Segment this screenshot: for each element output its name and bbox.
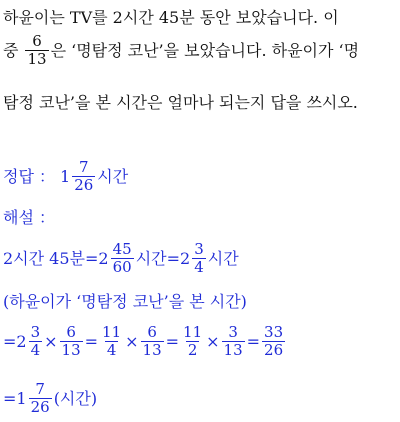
solution-step-3 [3, 382, 97, 415]
step1-unit: 시간 [207, 248, 239, 268]
solution-label: 해설 ： [3, 208, 55, 227]
problem-line-2 [3, 34, 359, 67]
solution-step-2 [3, 325, 287, 358]
fraction-denominator: 4 [194, 258, 204, 276]
fraction-denominator: 26 [74, 176, 94, 194]
solution-label-line [3, 210, 55, 226]
answer-unit: 시간 [97, 166, 129, 186]
fraction-numerator: 45 [112, 240, 132, 258]
fraction-denominator: 4 [106, 341, 117, 359]
fraction-denominator: 4 [30, 341, 41, 359]
problem-fraction [25, 34, 48, 67]
problem-text-2-post: 은 ‘명탐정 코난’을 보았습니다. 하윤이가 ‘명 [50, 40, 360, 60]
solution-step-1 [3, 242, 239, 275]
answer-whole: 1 [60, 166, 71, 186]
step2-fraction-3 [100, 325, 123, 358]
solution-note: (하윤이가 ‘명탐정 코난’을 본 시간) [3, 292, 247, 311]
fraction-denominator: 26 [30, 398, 50, 416]
answer-fraction [72, 160, 95, 193]
fraction-numerator: 6 [147, 323, 157, 341]
fraction-denominator: 26 [264, 341, 284, 359]
equals-sign: = [165, 331, 180, 351]
fraction-denominator: 13 [27, 50, 47, 68]
step2-fraction-1 [29, 325, 43, 358]
step3-unit: (시간) [53, 388, 98, 408]
step1-pre: 2시간 45분= [3, 248, 99, 268]
fraction-numerator: 6 [32, 32, 42, 50]
times-sign: × [125, 331, 139, 351]
step2-fraction-7 [262, 325, 285, 358]
fraction-numerator: 7 [78, 158, 89, 176]
fraction-numerator: 33 [264, 323, 284, 341]
fraction-denominator: 13 [61, 341, 81, 359]
answer-line [3, 160, 128, 193]
fraction-numerator: 11 [183, 323, 203, 341]
equals-sign: = [84, 331, 99, 351]
step3-whole: 1 [16, 388, 27, 408]
step1-mid: 시간= [135, 248, 181, 268]
fraction-numerator: 6 [66, 323, 76, 341]
step3-fraction [29, 382, 52, 415]
fraction-denominator: 13 [142, 341, 162, 359]
step1-fraction-2 [192, 242, 206, 275]
step2-fraction-4 [141, 325, 164, 358]
fraction-numerator: 3 [194, 240, 204, 258]
problem-text-2-pre: 중 [3, 40, 19, 60]
fraction-numerator: 7 [35, 380, 45, 398]
step3-eq: = [3, 388, 17, 408]
fraction-denominator: 13 [223, 341, 243, 359]
equals-sign: = [246, 331, 261, 351]
step2-fraction-5 [181, 325, 204, 358]
step1-fraction-1 [111, 242, 134, 275]
fraction-denominator: 60 [112, 258, 132, 276]
fraction-numerator: 3 [228, 323, 238, 341]
times-sign: × [206, 331, 220, 351]
answer-label: 정답 ： [3, 166, 55, 186]
problem-text-3: 탐정 코난’을 본 시간은 얼마나 되는지 답을 쓰시오. [3, 93, 358, 112]
step1-whole-2: 2 [180, 248, 191, 268]
step2-whole: 2 [16, 331, 27, 351]
solution-note-line [3, 294, 247, 310]
step2-fraction-2 [60, 325, 83, 358]
problem-line-3 [3, 95, 358, 111]
fraction-denominator: 2 [187, 341, 198, 359]
step2-eq: = [3, 331, 17, 351]
fraction-numerator: 3 [30, 323, 41, 341]
fraction-numerator: 11 [102, 323, 122, 341]
times-sign: × [44, 331, 58, 351]
problem-line-1 [3, 10, 339, 26]
step2-fraction-6 [222, 325, 245, 358]
step1-whole: 2 [98, 248, 109, 268]
problem-text-1: 하윤이는 TV를 2시간 45분 동안 보았습니다. 이 [3, 8, 339, 27]
